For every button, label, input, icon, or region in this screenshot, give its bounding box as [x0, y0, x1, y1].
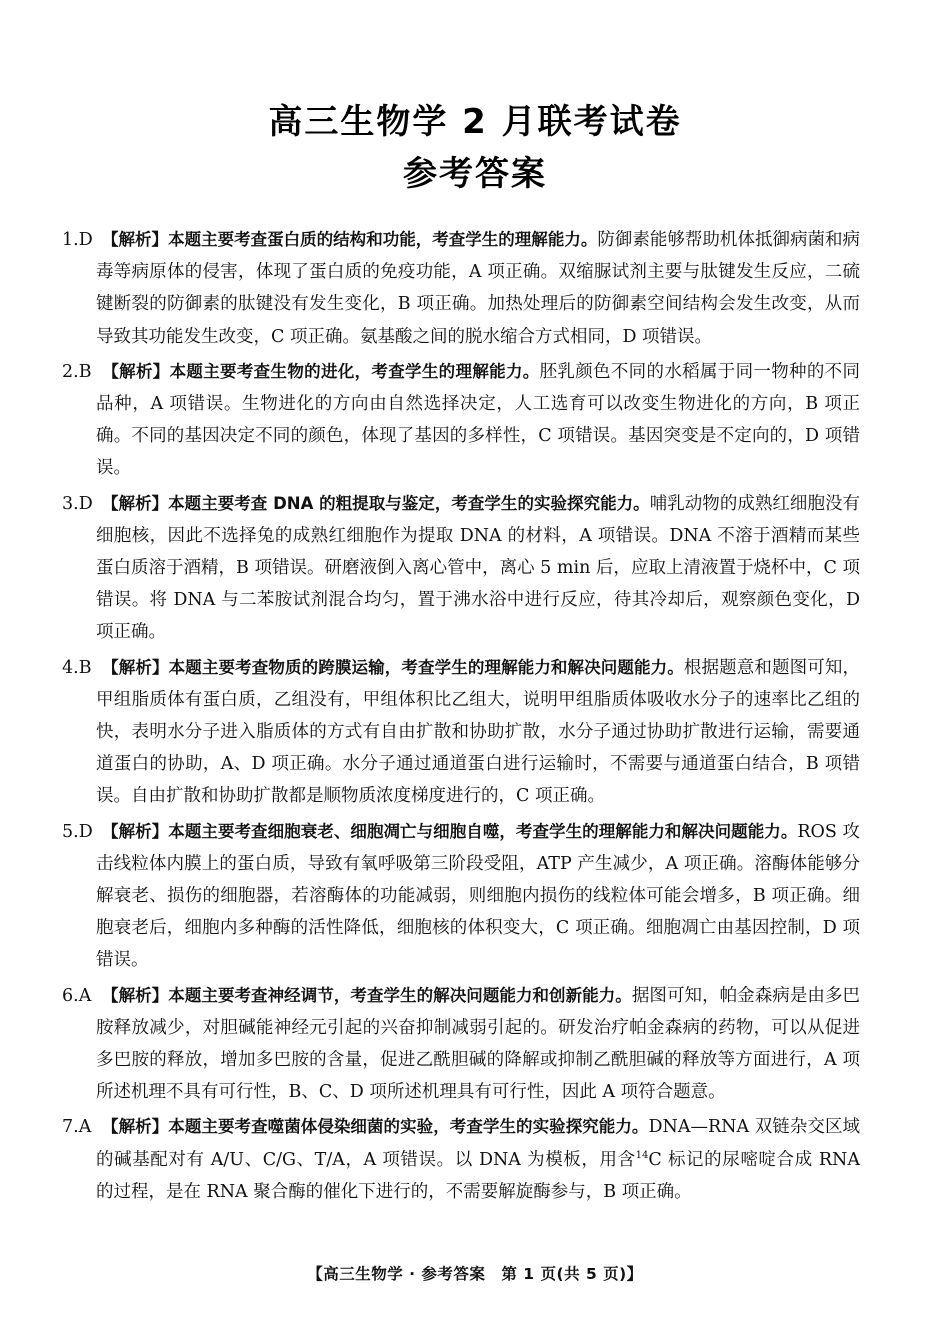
- isotope-superscript: 14: [635, 1149, 649, 1161]
- page-footer: 【高三生物学 · 参考答案 第 1 页(共 5 页)】: [307, 1265, 643, 1283]
- item-explanation: 胚乳颜色不同的水稻属于同一物种的不同品种，A 项错误。生物进化的方向由自然选择决定，人工选育可以改变生物进化的方向，B 项正确。不同的基因决定不同的颜色，体现了基因的多样性，C 项错误。基因突变是不定向的，D 项错误。: [96, 361, 861, 479]
- item-explanation-pre: DNA—RNA 双链杂交区域的碱基配对有 A/U、C/G、T/A，A 项错误。以 DNA 为模板，用含: [96, 1117, 861, 1170]
- title-block: [0, 96, 950, 200]
- analysis-tag: 【解析】: [102, 230, 169, 249]
- item-focus: 本题主要考查 DNA 的粗提取与鉴定，考查学生的实验探究能力。: [168, 493, 650, 513]
- analysis-tag: 【解析】: [102, 821, 169, 841]
- answer-item-6: [62, 980, 860, 1109]
- answer-item-7: [62, 1111, 860, 1208]
- item-explanation: 哺乳动物的成熟红细胞没有细胞核，因此不选择兔的成熟红细胞作为提取 DNA 的材料，A 项错误。DNA 不溶于酒精而某些蛋白质溶于酒精，B 项错误。研磨液倒入离心管中，离心 5 min 后，应取上清液置于烧杯中，C 项错误。将 DNA 与二苯胺试剂混合均匀，置于沸水浴中进行反应，待其冷却后，观察颜色变化，D 项正确。: [96, 493, 861, 643]
- answer-item-1: [62, 224, 860, 353]
- item-focus: 本题主要考查细胞衰老、细胞凋亡与细胞自噬，考查学生的理解能力和解决问题能力。: [168, 821, 798, 841]
- item-number: 6.A: [62, 985, 92, 1006]
- analysis-tag: 【解析】: [102, 657, 169, 677]
- item-explanation: 据图可知，帕金森病是由多巴胺释放减少，对胆碱能神经元引起的兴奋抑制减弱引起的。研发治疗帕金森病的药物，可以从促进多巴胺的释放，增加多巴胺的含量，促进乙酰胆碱的降解或抑制乙酰胆碱的释放等方面进行，A 项所述机理不具有可行性，B、C、D 项所述机理具有可行性，因此 A 项符合题意。: [96, 985, 861, 1103]
- answer-item-2: [62, 356, 860, 485]
- item-number: 4.B: [62, 657, 92, 678]
- item-focus: 本题主要考查生物的进化，考查学生的理解能力。: [169, 361, 540, 381]
- item-number: 2.B: [62, 361, 92, 382]
- item-focus: 本题主要考查神经调节，考查学生的解决问题能力和创新能力。: [168, 985, 632, 1005]
- page-title: 高三生物学 2 月联考试卷: [268, 102, 682, 142]
- item-focus: 本题主要考查蛋白质的结构和功能，考查学生的理解能力。: [168, 230, 598, 249]
- item-number: 7.A: [62, 1117, 92, 1138]
- page-subtitle: 参考答案: [403, 154, 547, 194]
- item-focus: 本题主要考查物质的跨膜运输，考查学生的理解能力和解决问题能力。: [168, 657, 684, 677]
- item-explanation: 防御素能够帮助机体抵御病菌和病毒等病原体的侵害，体现了蛋白质的免疫功能，A 项正确。双缩脲试剂主要与肽键发生反应，二硫键断裂的防御素的肽键没有发生变化，B 项正确。加热处理后的防御素空间结构会发生改变，从而导致其功能发生改变，C 项正确。氨基酸之间的脱水缩合方式相同，D 项错误。: [96, 230, 861, 347]
- item-focus: 本题主要考查噬菌体侵染细菌的实验，考查学生的实验探究能力。: [168, 1117, 649, 1137]
- analysis-tag: 【解析】: [102, 985, 169, 1005]
- answer-item-4: [62, 652, 860, 813]
- answer-item-5: [62, 816, 860, 977]
- item-number: 1.D: [62, 230, 93, 250]
- item-explanation-post: C 标记的尿嘧啶合成 RNA 的过程，是在 RNA 聚合酶的催化下进行的，不需要解旋酶参与，B 项正确。: [96, 1149, 860, 1202]
- answer-item-3: [62, 488, 860, 649]
- item-explanation: ROS 攻击线粒体内膜上的蛋白质，导致有氧呼吸第三阶段受阻，ATP 产生减少，A 项正确。溶酶体能够分解衰老、损伤的细胞器，若溶酶体的功能减弱，则细胞内损伤的线粒体可能会增多，B 项正确。细胞衰老后，细胞内多种酶的活性降低，细胞核的体积变大，C 项正确。细胞凋亡由基因控制，D 项错误。: [96, 821, 861, 971]
- answer-list: [62, 224, 860, 1211]
- item-number: 5.D: [62, 821, 93, 842]
- item-number: 3.D: [62, 493, 93, 514]
- item-explanation: 根据题意和题图可知，甲组脂质体有蛋白质，乙组没有，甲组体积比乙组大，说明甲组脂质体吸收水分子的速率比乙组的快，表明水分子进入脂质体的方式有自由扩散和协助扩散，水分子通过协助扩散进行运输，需要通道蛋白的协助，A、D 项正确。水分子通过通道蛋白进行运输时，不需要与通道蛋白结合，B 项错误。自由扩散和协助扩散都是顺物质浓度梯度进行的，C 项正确。: [96, 657, 861, 807]
- analysis-tag: 【解析】: [102, 361, 170, 381]
- analysis-tag: 【解析】: [102, 493, 169, 513]
- analysis-tag: 【解析】: [102, 1117, 169, 1137]
